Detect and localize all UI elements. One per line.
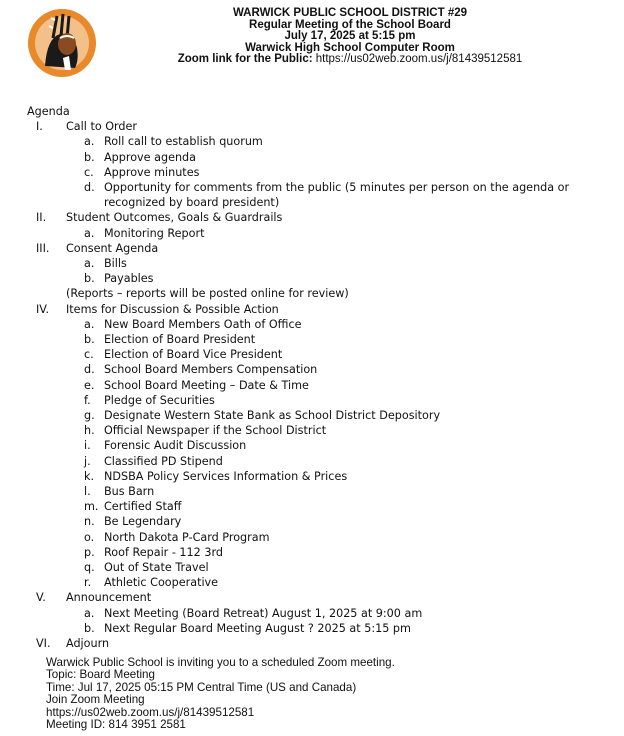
section-numeral: V. <box>36 591 46 605</box>
item-letter: m. <box>84 500 99 514</box>
agenda-item: School Board Meeting – Date & Time <box>104 378 309 392</box>
agenda-item: Election of Board President <box>104 333 256 346</box>
meeting-location: Warwick High School Computer Room <box>245 41 455 54</box>
item-letter: a. <box>84 135 95 149</box>
zoom-link-url[interactable]: https://us02web.zoom.us/j/81439512581 <box>315 53 523 66</box>
item-letter: d. <box>84 181 95 194</box>
item-letter: a. <box>84 226 95 240</box>
meeting-datetime: July 17, 2025 at 5:15 pm <box>284 30 416 43</box>
meeting-title: Regular Meeting of the School Board <box>249 18 451 31</box>
section-title: Call to Order <box>66 120 138 134</box>
invitation-line: Time: Jul 17, 2025 05:15 PM Central Time (US and Canada) <box>46 680 357 694</box>
agenda-item: Roll call to establish quorum <box>104 135 263 149</box>
item-letter: b. <box>84 333 95 346</box>
item-letter: k. <box>84 469 95 483</box>
section-numeral: I. <box>36 120 43 134</box>
agenda-item: Certified Staff <box>104 500 182 514</box>
item-letter: c. <box>84 165 94 179</box>
district-name: WARWICK PUBLIC SCHOOL DISTRICT #29 <box>232 7 468 19</box>
item-letter: f. <box>84 393 91 407</box>
section-title: Items for Discussion & Possible Action <box>66 302 279 316</box>
item-letter: j. <box>84 454 91 468</box>
item-letter: h. <box>84 424 95 438</box>
agenda-item: Bills <box>104 257 127 270</box>
invitation-line: Warwick Public School is inviting you to a scheduled Zoom meeting. <box>46 656 395 669</box>
section-title: Adjourn <box>66 637 110 650</box>
item-letter: a. <box>84 317 95 331</box>
section-note: (Reports – reports will be posted online for review) <box>66 287 349 301</box>
agenda-item: School Board Members Compensation <box>104 363 318 377</box>
agenda-item: Out of State Travel <box>104 561 209 574</box>
document-header <box>110 8 590 66</box>
item-letter: c. <box>84 348 94 362</box>
section-title: Student Outcomes, Goals & Guardrails <box>66 211 283 225</box>
zoom-link-label: Zoom link for the Public: <box>177 53 313 66</box>
agenda-item: Pledge of Securities <box>104 393 215 407</box>
agenda-item: Athletic Cooperative <box>104 576 219 590</box>
section-numeral: III. <box>36 241 50 255</box>
zoom-invitation <box>46 657 395 731</box>
agenda-item: Forensic Audit Discussion <box>104 439 247 453</box>
invitation-line[interactable]: https://us02web.zoom.us/j/81439512581 <box>46 705 255 719</box>
item-letter: b. <box>84 621 95 635</box>
agenda-title: Agenda <box>27 105 70 118</box>
item-letter: d. <box>84 363 95 377</box>
item-letter: l. <box>84 485 91 498</box>
agenda-item: Election of Board Vice President <box>104 348 283 362</box>
agenda-item: Next Meeting (Board Retreat) August 1, 2025 at 9:00 am <box>104 606 423 620</box>
section-numeral: IV. <box>36 302 50 316</box>
agenda-item: recognized by board president) <box>104 196 280 210</box>
item-letter: g. <box>84 409 95 422</box>
agenda-item: Designate Western State Bank as School District Depository <box>104 409 441 422</box>
item-letter: o. <box>84 530 95 544</box>
agenda-item: Approve agenda <box>104 150 197 164</box>
item-letter: p. <box>84 545 95 559</box>
item-letter: a. <box>84 606 95 620</box>
zoom-link-line <box>110 54 590 66</box>
item-letter: b. <box>84 150 95 164</box>
agenda-item: New Board Members Oath of Office <box>104 317 302 331</box>
agenda-item: Monitoring Report <box>104 226 205 240</box>
agenda-item: Approve minutes <box>104 165 200 179</box>
invitation-line: Topic: Board Meeting <box>46 668 155 682</box>
agenda-item: Classified PD Stipend <box>104 454 223 468</box>
section-numeral: VI. <box>36 637 51 650</box>
item-letter: n. <box>84 515 95 529</box>
item-letter: i. <box>84 439 91 453</box>
item-letter: r. <box>84 576 92 590</box>
agenda-item: Opportunity for comments from the public (5 minutes per person on the agenda or <box>104 181 570 194</box>
item-letter: q. <box>84 561 95 574</box>
item-letter: a. <box>84 257 95 270</box>
agenda-item: North Dakota P-Card Program <box>104 530 270 544</box>
agenda-item: Be Legendary <box>104 515 182 529</box>
warwick-logo-icon <box>27 8 97 78</box>
section-numeral: II. <box>36 211 47 225</box>
section-title: Announcement <box>66 591 152 605</box>
agenda-item: Official Newspaper if the School District <box>104 424 327 438</box>
invitation-line: Join Zoom Meeting <box>46 693 145 707</box>
item-letter: b. <box>84 272 95 286</box>
invitation-line: Meeting ID: 814 3951 2581 <box>46 718 186 732</box>
item-letter: e. <box>84 378 95 392</box>
agenda-item: Bus Barn <box>104 485 155 498</box>
section-title: Consent Agenda <box>66 241 159 255</box>
agenda-item: Roof Repair - 112 3rd <box>104 545 223 559</box>
agenda-item: NDSBA Policy Services Information & Prices <box>104 469 348 483</box>
agenda-item: Next Regular Board Meeting August ? 2025 at 5:15 pm <box>104 621 411 635</box>
agenda-item: Payables <box>104 272 154 286</box>
